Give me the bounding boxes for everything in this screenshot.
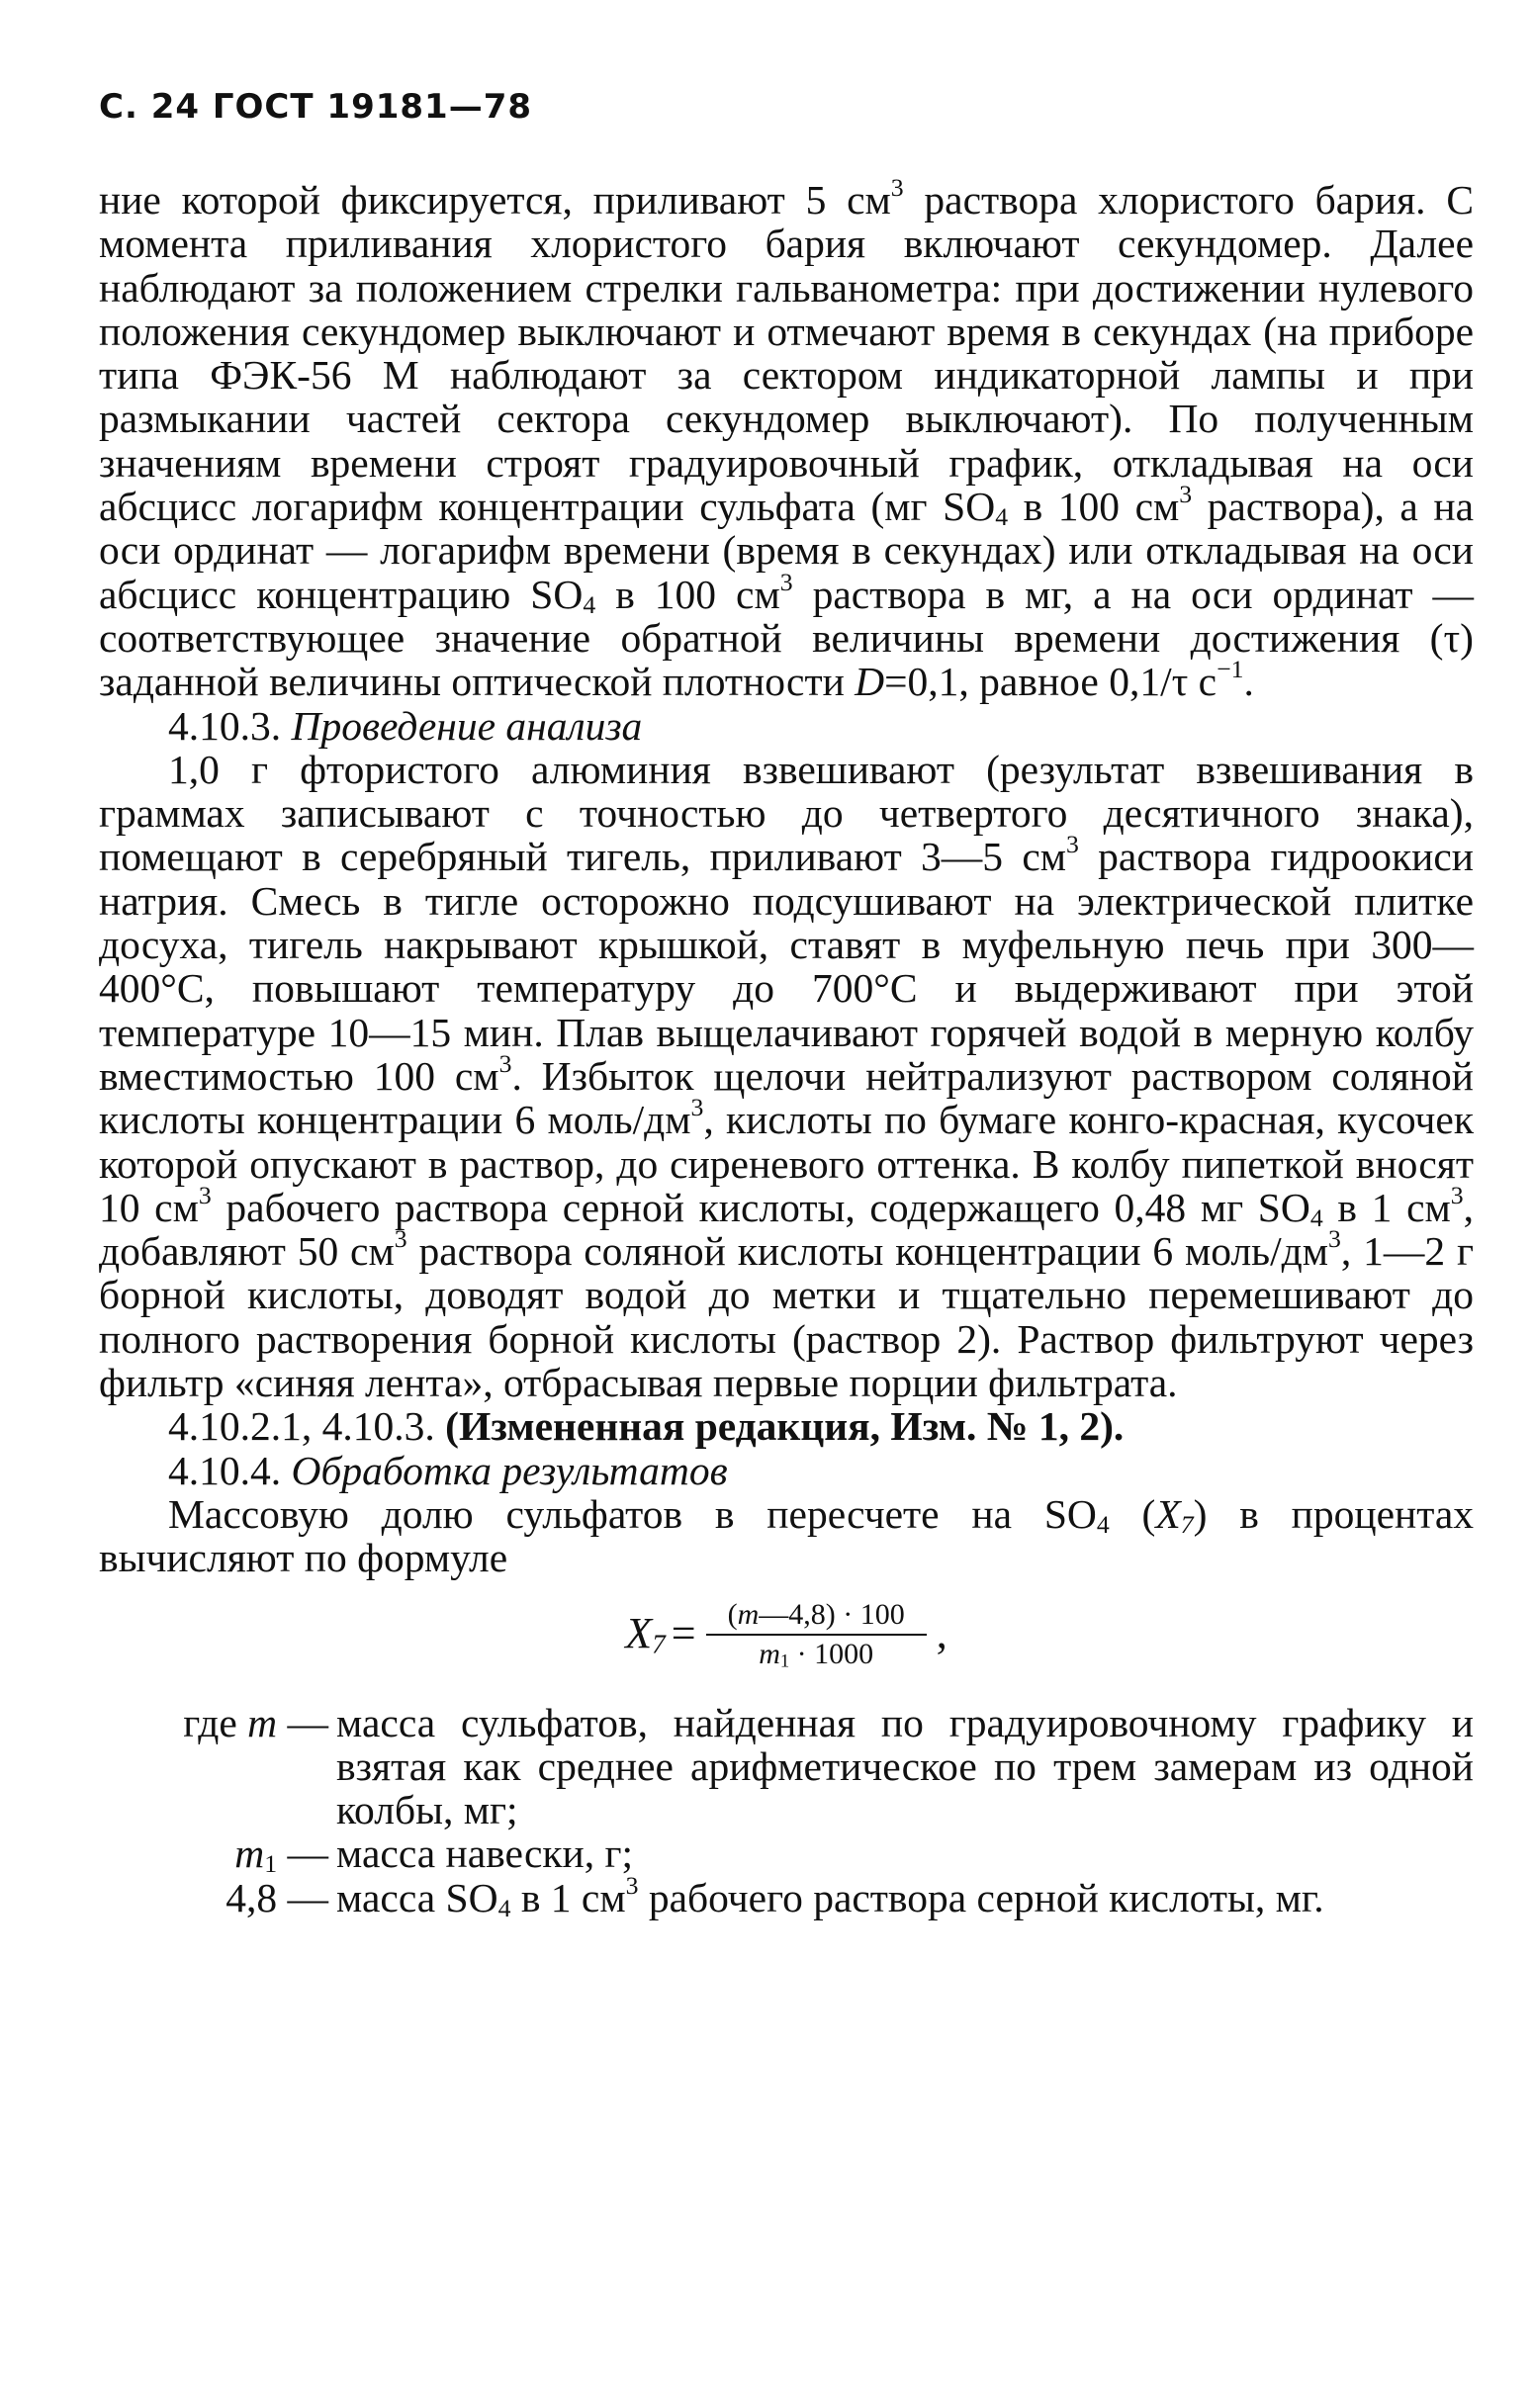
fraction-numerator <box>706 1598 927 1636</box>
text-run: . <box>1243 659 1254 705</box>
superscript: 3 <box>394 1224 407 1254</box>
text-run: , кислоты по бумаге конго-красная, кусочек которой опускают в раствор, до сиреневого оттенка. В колбу пипеткой вносят 10 см <box>99 1097 1474 1230</box>
subscript: 4 <box>583 589 596 619</box>
symbol-d: D <box>855 659 885 705</box>
legend-row-m <box>99 1701 1474 1832</box>
superscript: 3 <box>1179 480 1193 509</box>
text-run: —4,8) · 100 <box>759 1597 905 1631</box>
formula-legend <box>99 1699 1474 1922</box>
subscript: 1 <box>779 1650 790 1672</box>
legend-key <box>99 1876 328 1919</box>
text-run: , добавляют 50 см <box>99 1184 1475 1275</box>
dash: — <box>277 1830 328 1877</box>
subscript: 7 <box>1180 1510 1194 1540</box>
text-run: рабочего раствора серной кислоты, содержащего 0,48 мг SO <box>211 1184 1310 1230</box>
symbol-x: X <box>1155 1490 1181 1537</box>
subscript: 4 <box>497 1893 511 1922</box>
text-run: в 1 см <box>1322 1184 1451 1230</box>
subscript: 7 <box>652 1629 666 1659</box>
superscript: 3 <box>690 1093 704 1122</box>
legend-key <box>99 1830 328 1879</box>
symbol-m: m <box>759 1637 780 1670</box>
text-run: раствора), а на оси ординат — логарифм времени (время в секундах) или откладывая на оси абсцисс концентрацию SO <box>99 484 1474 617</box>
legend-desc: масса навески, г; <box>336 1830 634 1877</box>
text-run: ( <box>1109 1490 1156 1537</box>
section-heading-4-10-3 <box>99 704 1474 748</box>
formula-comma: , <box>936 1609 947 1658</box>
text-run: раствора соляной кислоты концентрации 6 моль/дм <box>406 1228 1329 1275</box>
dash: — <box>277 1699 328 1745</box>
superscript: 3 <box>498 1048 512 1078</box>
amendment-text: (Измененная редакция, Изм. № 1, 2). <box>445 1403 1125 1450</box>
legend-desc: масса сульфатов, найденная по градуировочному графику и взятая как среднее арифметическое по трем замерам из одной колбы, мг; <box>336 1699 1474 1833</box>
body-text <box>99 173 1475 1922</box>
legend-row-m1 <box>99 1830 1474 1879</box>
section-heading-4-10-4 <box>99 1449 1474 1492</box>
legend-row-4-8 <box>99 1870 1474 1922</box>
superscript: 3 <box>198 1180 212 1209</box>
paragraph-results <box>99 1492 1474 1580</box>
superscript: −1 <box>1217 655 1244 684</box>
text-run: в 100 см <box>595 571 780 617</box>
equals-sign: = <box>671 1609 696 1658</box>
text-run: раствора хлористого бария. С момента приливания хлористого бария включают секундомер. Далее наблюдают за положением стрелки гальванометра: при достижении нулевого положения секундомер выключают и отмечают время в секундах (на приборе типа ФЭК-56 М наблюдают за сектором индикаторной лампы и при размыкании частей сектора секундомер выключают). По полученным значениям времени строят градуировочный график, откладывая на оси абсцисс логарифм концентрации сульфата (мг SO <box>99 177 1474 530</box>
amendment-note <box>99 1404 1474 1448</box>
page-header: С. 24 ГОСТ 19181—78 <box>99 87 533 127</box>
symbol-x: X <box>625 1609 653 1658</box>
text-run: . Избыток щелочи нейтрализуют раствором соляной кислоты концентрации 6 моль/дм <box>99 1052 1475 1143</box>
where-label: где <box>183 1699 248 1745</box>
paragraph-analysis <box>99 748 1474 1404</box>
text-run: в 100 см <box>1008 484 1180 530</box>
text-run: раствора в мг, а на оси ординат — соответствующее значение обратной величины времени достижения (τ) заданной величины оптической плотности <box>99 571 1474 705</box>
section-number: 4.10.4. <box>168 1447 282 1493</box>
subscript: 4 <box>1096 1510 1110 1540</box>
subscript: 4 <box>995 502 1009 532</box>
text-run: в 1 см <box>510 1874 626 1920</box>
text-run: ) в процентах вычисляют по формуле <box>99 1490 1475 1581</box>
superscript: 3 <box>890 173 904 202</box>
superscript: 3 <box>1066 830 1079 859</box>
text-run: Массовую долю сульфатов в пересчете на SO <box>168 1490 1097 1537</box>
superscript: 3 <box>625 1870 639 1900</box>
subscript: 1 <box>264 1849 278 1879</box>
text-run: ние которой фиксируется, приливают 5 см <box>99 177 891 223</box>
formula-lhs <box>625 1609 666 1659</box>
legend-key <box>99 1701 328 1744</box>
text-run: ( <box>727 1597 738 1631</box>
superscript: 3 <box>1328 1224 1341 1254</box>
symbol-m: m <box>737 1597 760 1631</box>
legend-desc <box>328 1870 1474 1922</box>
constant-4-8: 4,8 <box>225 1874 278 1920</box>
section-title: Проведение анализа <box>291 702 643 749</box>
fraction-denominator <box>759 1636 873 1671</box>
section-number: 4.10.3. <box>168 702 282 749</box>
subscript: 4 <box>1309 1203 1323 1232</box>
symbol-m: m <box>247 1699 278 1745</box>
symbol-m: m <box>234 1830 265 1877</box>
text-run: =0,1, равное 0,1/τ с <box>884 659 1217 705</box>
text-run: рабочего раствора серной кислоты, мг. <box>638 1874 1324 1920</box>
amendment-refs: 4.10.2.1, 4.10.3. <box>168 1403 446 1450</box>
dash: — <box>277 1874 328 1920</box>
superscript: 3 <box>1450 1180 1464 1209</box>
text-run: 1,0 г фтористого алюминия взвешивают (результат взвешивания в граммах записывают с точностью до четвертого десятичного знака), помещают в серебряный тигель, приливают 3—5 см <box>99 746 1474 880</box>
formula-x7 <box>99 1598 1474 1671</box>
text-run: · 1000 <box>789 1637 874 1670</box>
fraction <box>706 1598 927 1671</box>
text-run: раствора гидроокиси натрия. Смесь в тигле осторожно подсушивают на электрической плитке досуха, тигель накрывают крышкой, ставят в муфельную печь при 300—400°С, повышают температуру до 700°С и выдерживают при этой температуре 10—15 мин. Плав выщелачивают горячей водой в мерную колбу вместимостью 100 см <box>99 834 1474 1099</box>
paragraph-calibration <box>99 173 1474 705</box>
section-title: Обработка результатов <box>291 1447 728 1493</box>
text-run: масса SO <box>336 1874 498 1920</box>
superscript: 3 <box>779 567 793 596</box>
text-run: , 1—2 г борной кислоты, доводят водой до метки и тщательно перемешивают до полного растворения борной кислоты (раствор 2). Раствор фильтруют через фильтр «синяя лента», отбрасывая первые порции фильтрата. <box>99 1228 1474 1406</box>
